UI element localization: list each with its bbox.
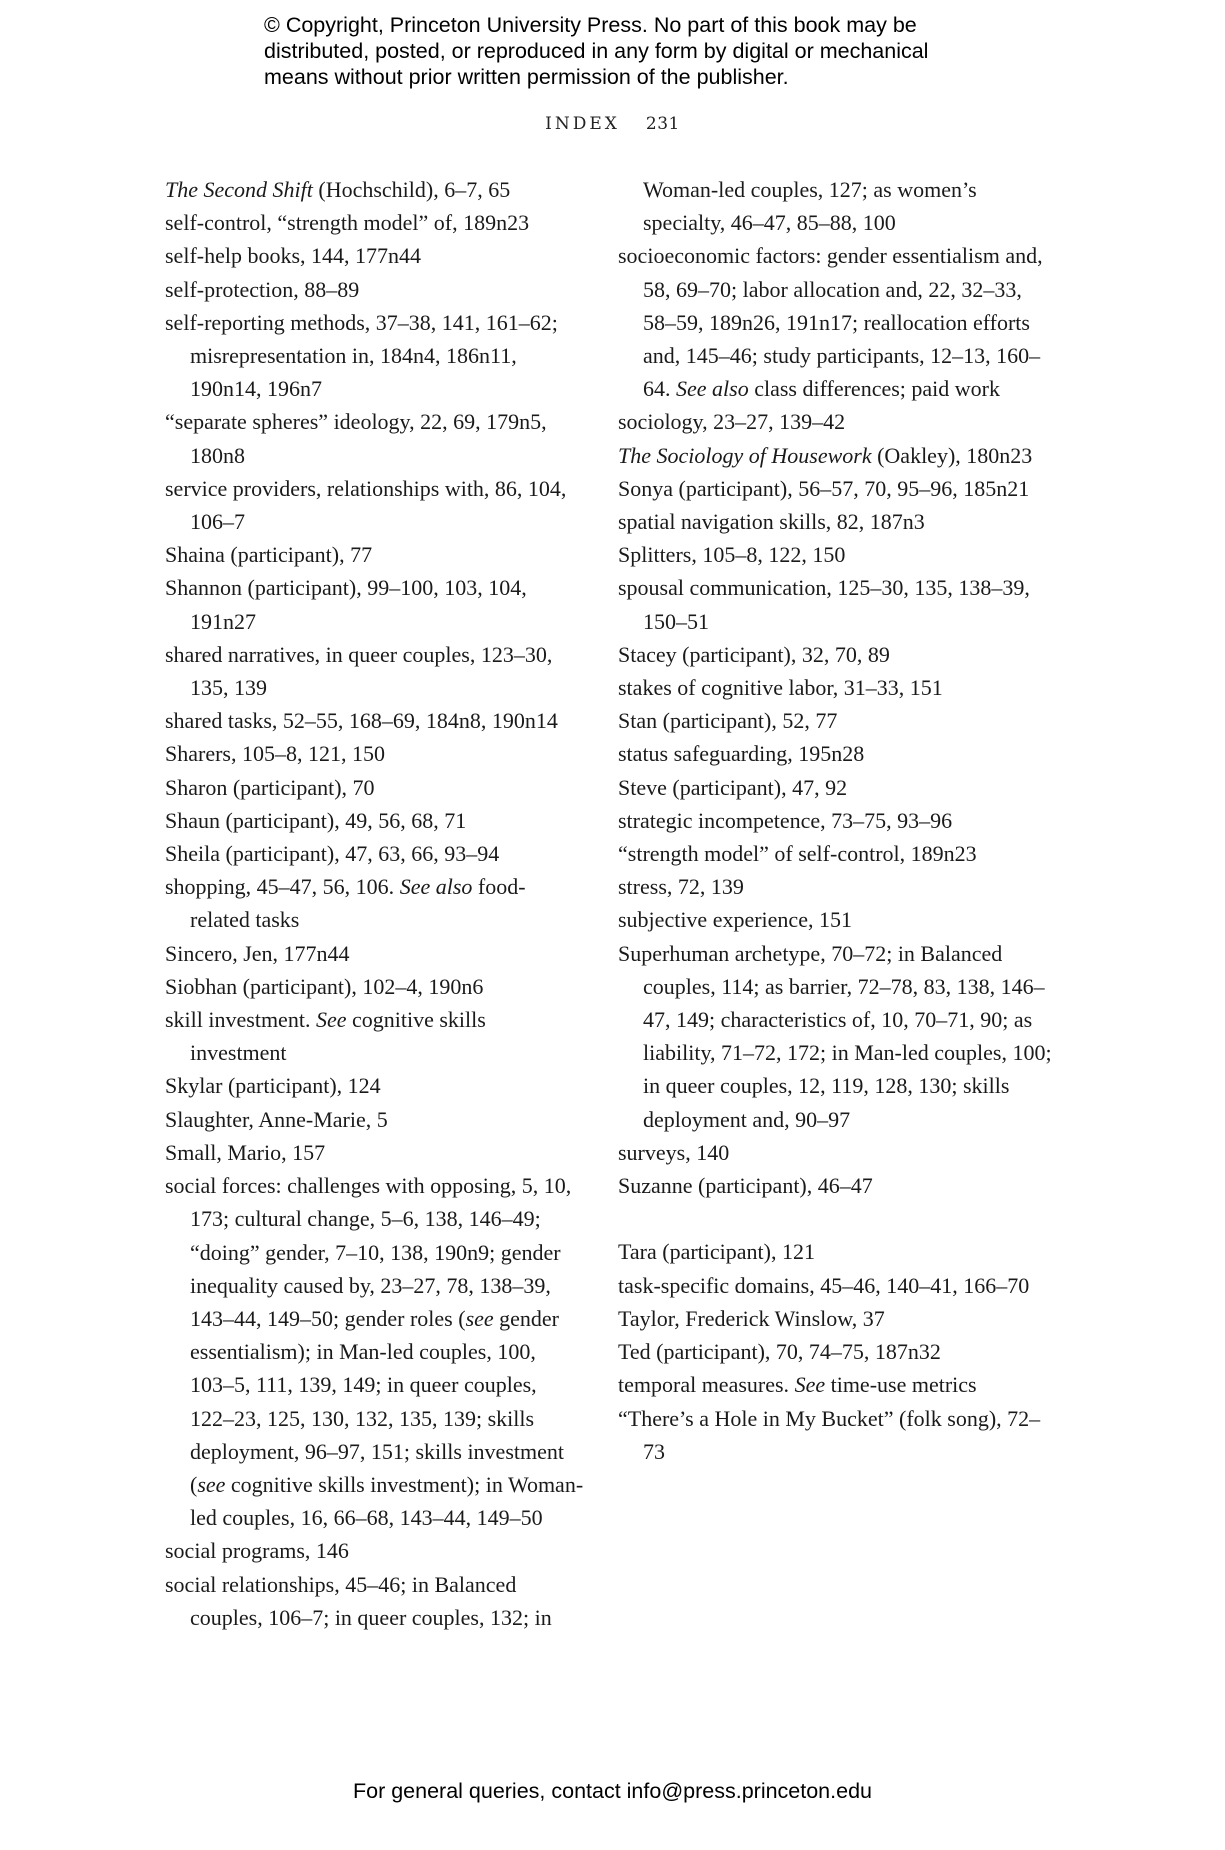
footer-contact: For general queries, contact info@press.princeton.edu xyxy=(352,1779,872,1803)
index-entry-text: service providers, relationships with, 86, 104, 106–7 xyxy=(165,475,567,535)
index-entry xyxy=(618,937,1058,1136)
index-entry-italic-text: See xyxy=(315,1007,347,1033)
index-entry xyxy=(618,1269,1058,1302)
index-entry xyxy=(618,239,1058,405)
index-entry xyxy=(618,638,1058,671)
index-entry xyxy=(618,1368,1058,1401)
index-entry-text: Sonya (participant), 56–57, 70, 95–96, 185n21 xyxy=(618,475,1030,501)
index-column-left xyxy=(165,173,585,1634)
index-entry xyxy=(165,837,585,870)
index-entry xyxy=(165,239,585,272)
index-entry-text: class differences; paid work xyxy=(748,376,1000,402)
copyright-line: means without prior written permission of the publisher. xyxy=(264,65,789,89)
index-entry-text: skill investment. xyxy=(165,1007,316,1033)
index-entry-text: cognitive skills investment xyxy=(190,1007,486,1066)
index-entry-text: Woman-led couples, 127; as women’s specialty, 46–47, 85–88, 100 xyxy=(643,177,977,236)
index-entry-text: time-use metrics xyxy=(825,1372,977,1398)
index-entry-italic-text: see xyxy=(465,1305,494,1331)
index-entry-text: status safeguarding, 195n28 xyxy=(618,741,865,767)
index-entry-text: Suzanne (participant), 46–47 xyxy=(618,1173,873,1199)
index-entry xyxy=(618,538,1058,571)
running-head xyxy=(0,114,1225,134)
copyright-notice xyxy=(264,12,984,90)
index-entry-text: Siobhan (participant), 102–4, 190n6 xyxy=(165,973,484,999)
index-entry xyxy=(165,1069,585,1102)
index-entry xyxy=(165,306,585,406)
index-entry-text: shared narratives, in queer couples, 123–30, 135, 139 xyxy=(165,641,553,701)
index-entry-text: self-protection, 88–89 xyxy=(165,276,360,302)
index-entry-text: social forces: challenges with opposing, 5, 10, 173; cultural change, 5–6, 138, 146–49; “doing” gender, 7–10, 138, 190n9; gender inequality caused by, 23–27, 78, 138–39, 143–44, 149–50; gender roles ( xyxy=(165,1173,572,1331)
index-entry xyxy=(618,1136,1058,1169)
index-entry xyxy=(165,173,585,206)
index-entry xyxy=(618,704,1058,737)
index-entry xyxy=(165,538,585,571)
index-entry-text: spatial navigation skills, 82, 187n3 xyxy=(618,509,925,535)
index-entry-text: self-reporting methods, 37–38, 141, 161–62; misrepresentation in, 184n4, 186n11, 190n14, 196n7 xyxy=(165,309,558,402)
index-entry-text: “There’s a Hole in My Bucket” (folk song), 72–73 xyxy=(618,1405,1041,1464)
index-entry-text: Sharon (participant), 70 xyxy=(165,774,375,800)
index-entry-text: “separate spheres” ideology, 22, 69, 179n5, 180n8 xyxy=(165,409,547,468)
index-entry xyxy=(165,273,585,306)
index-entry-text: shared tasks, 52–55, 168–69, 184n8, 190n14 xyxy=(165,708,558,734)
index-entry-text: gender essentialism); in Man-led couples, 100, 103–5, 111, 139, 149; in queer couples, 122–23, 125, 130, 132, 135, 139; skills deployment, 96–97, 151; skills investment ( xyxy=(190,1305,564,1497)
index-entry-text: Taylor, Frederick Winslow, 37 xyxy=(618,1305,885,1331)
index-entry-text: Skylar (participant), 124 xyxy=(165,1073,381,1099)
index-entry-text: task-specific domains, 45–46, 140–41, 166–70 xyxy=(618,1272,1030,1298)
index-entry-text: Stan (participant), 52, 77 xyxy=(618,708,838,734)
index-entry xyxy=(618,671,1058,704)
index-entry-text: (Hochschild), 6–7, 65 xyxy=(312,177,511,202)
index-entry-text: Shaun (participant), 49, 56, 68, 71 xyxy=(165,807,467,833)
index-entry xyxy=(165,704,585,737)
index-entry-text: Slaughter, Anne-Marie, 5 xyxy=(165,1106,388,1132)
index-entry xyxy=(618,1402,1058,1468)
index-entry-text: subjective experience, 151 xyxy=(618,907,852,933)
index-entry xyxy=(165,638,585,704)
index-entry-text: strategic incompetence, 73–75, 93–96 xyxy=(618,807,953,833)
index-entry xyxy=(165,206,585,239)
index-entry-text: self-help books, 144, 177n44 xyxy=(165,243,422,269)
index-entry xyxy=(165,405,585,471)
index-entry-text: Shaina (participant), 77 xyxy=(165,542,373,568)
index-entry xyxy=(165,1534,585,1567)
index-entry-italic-text: See xyxy=(794,1372,826,1398)
index-entry-text: Small, Mario, 157 xyxy=(165,1139,326,1165)
index-entry-text: self-control, “strength model” of, 189n23 xyxy=(165,210,530,236)
index-entry-text: (Oakley), 180n23 xyxy=(871,442,1033,468)
index-entry-text: Tara (participant), 121 xyxy=(618,1239,815,1265)
index-entry xyxy=(618,1335,1058,1368)
running-head-label: INDEX xyxy=(545,114,620,134)
index-entry-text: sociology, 23–27, 139–42 xyxy=(618,409,846,435)
index-entry-text: Steve (participant), 47, 92 xyxy=(618,774,848,800)
index-entry xyxy=(618,1235,1058,1268)
index-entry xyxy=(165,937,585,970)
index-entry xyxy=(165,870,585,936)
index-entry-text: stress, 72, 139 xyxy=(618,874,744,900)
index-entry-text: Superhuman archetype, 70–72; in Balanced couples, 114; as barrier, 72–78, 83, 138, 146–47, 149; characteristics of, 10, 70–71, 90; as liability, 71–72, 172; in Man-led couples, 100; in queer couples, 12, 119, 128, 130; skills deployment and, 90–97 xyxy=(618,940,1052,1132)
index-entry xyxy=(165,1003,585,1069)
index-entry xyxy=(618,737,1058,770)
index-column-right xyxy=(618,173,1058,1468)
index-entry xyxy=(618,472,1058,505)
index-entry-text: Sincero, Jen, 177n44 xyxy=(165,940,350,966)
index-entry xyxy=(618,837,1058,870)
index-entry xyxy=(165,1136,585,1169)
index-entry-italic-text: See also xyxy=(676,376,749,402)
index-entry xyxy=(618,405,1058,438)
index-entry-text: Splitters, 105–8, 122, 150 xyxy=(618,542,846,568)
index-entry-italic-text: The Second Shift xyxy=(165,177,313,202)
index-entry xyxy=(618,571,1058,637)
index-entry-text: social relationships, 45–46; in Balanced couples, 106–7; in queer couples, 132; in xyxy=(165,1571,552,1630)
index-entry xyxy=(618,439,1058,472)
index-entry xyxy=(618,903,1058,936)
index-entry xyxy=(165,571,585,637)
index-entry-text: temporal measures. xyxy=(618,1372,795,1398)
index-entry-text: socioeconomic factors: gender essentialism and, 58, 69–70; labor allocation and, 22, 32–33, 58–59, 189n26, 191n17; reallocation efforts and, 145–46; study participants, 12–13, 160–64. xyxy=(618,243,1043,402)
page-number: 231 xyxy=(645,114,680,134)
index-entry xyxy=(618,870,1058,903)
index-entry-text: stakes of cognitive labor, 31–33, 151 xyxy=(618,675,943,701)
copyright-line: distributed, posted, or reproduced in any form by digital or mechanical xyxy=(264,39,929,63)
index-entry-text: Sharers, 105–8, 121, 150 xyxy=(165,741,385,767)
index-entry xyxy=(165,970,585,1003)
index-entry xyxy=(618,804,1058,837)
index-entry xyxy=(618,1169,1058,1202)
index-entry xyxy=(165,1568,585,1634)
index-entry xyxy=(618,173,1058,239)
index-entry-italic-text: The Sociology of Housework xyxy=(618,442,872,468)
index-entry-text: Shannon (participant), 99–100, 103, 104, 191n27 xyxy=(165,575,527,634)
index-entry-text: “strength model” of self-control, 189n23 xyxy=(618,841,977,867)
index-entry xyxy=(165,737,585,770)
index-entry xyxy=(165,1169,585,1534)
index-entry-text: spousal communication, 125–30, 135, 138–39, 150–51 xyxy=(618,575,1030,634)
index-entry-text: Stacey (participant), 32, 70, 89 xyxy=(618,641,890,667)
index-entry xyxy=(165,804,585,837)
index-entry-text: food-related tasks xyxy=(190,874,526,933)
index-entry-italic-text: See also xyxy=(399,874,473,900)
index-entry xyxy=(618,505,1058,538)
index-entry-text: social programs, 146 xyxy=(165,1538,349,1564)
index-entry xyxy=(165,1103,585,1136)
index-entry xyxy=(165,771,585,804)
copyright-line: © Copyright, Princeton University Press. No part of this book may be xyxy=(264,13,917,37)
index-entry-text: shopping, 45–47, 56, 106. xyxy=(165,874,400,900)
index-entry-text: Sheila (participant), 47, 63, 66, 93–94 xyxy=(165,841,500,867)
index-entry xyxy=(618,771,1058,804)
index-entry xyxy=(165,472,585,538)
index-entry-italic-text: see xyxy=(197,1471,226,1497)
index-entry xyxy=(618,1302,1058,1335)
index-entry-text: Ted (participant), 70, 74–75, 187n32 xyxy=(618,1339,941,1365)
index-entry-text: surveys, 140 xyxy=(618,1139,730,1165)
index-entry-text: cognitive skills investment); in Woman-led couples, 16, 66–68, 143–44, 149–50 xyxy=(190,1471,584,1531)
